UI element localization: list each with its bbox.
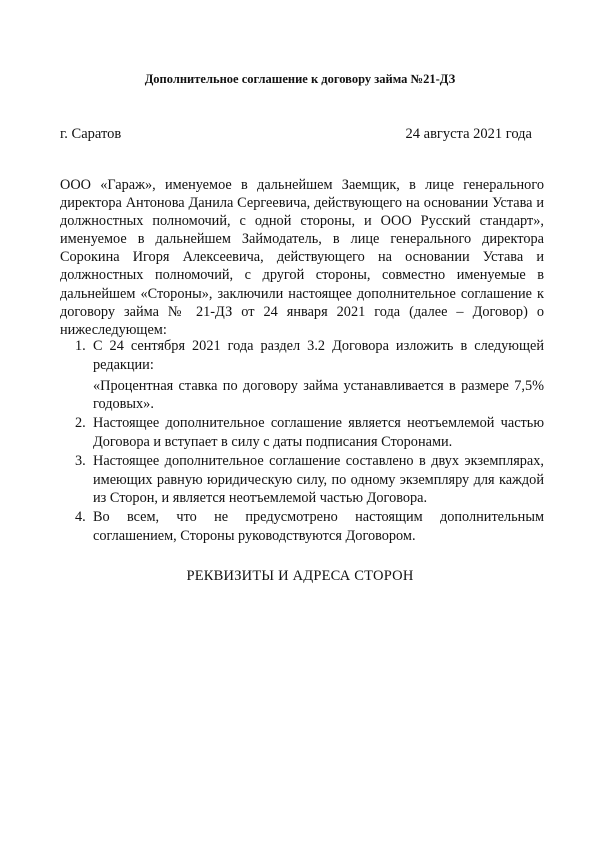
term-text: С 24 сентября 2021 года раздел 3.2 Договора изложить в следующей редакции:	[93, 338, 544, 373]
term-text: Во всем, что не предусмотрено настоящим дополнительным соглашением, Стороны руководствуются Договором.	[93, 509, 544, 544]
term-number: 3.	[75, 452, 86, 469]
term-text: Настоящее дополнительное соглашение является неотъемлемой частью Договора и вступает в силу с даты подписания Сторонами.	[93, 415, 544, 450]
term-number: 1.	[75, 338, 86, 354]
document-title: Дополнительное соглашение к договору займа №21-ДЗ	[144, 72, 456, 86]
preamble-paragraph: ООО «Гараж», именуемое в дальнейшем Заемщик, в лице генерального директора Антонова Данила Сергеевича, действующего на основании Устава и должностных полномочий, с одной стороны, и ООО Русский стандарт», именуемое в дальнейшем Займодатель, в лице генерального директора Сорокина Игоря Алексеевича, действующего на основании Устава и должностных полномочий, с другой стороны, совместно именуемые в дальнейшем «Стороны», заключили настоящее дополнительное соглашение к договору займа № 21-ДЗ от 24 января 2021 года (далее – Договор) о нижеследующем:	[60, 177, 544, 338]
term-number: 4.	[75, 509, 86, 526]
term-number: 2.	[75, 415, 86, 432]
section-heading-requisites: РЕКВИЗИТЫ И АДРЕСА СТОРОН	[186, 568, 414, 584]
term-text: Настоящее дополнительное соглашение составлено в двух экземплярах, имеющих равную юридическую силу, по одному экземпляру для каждой из Сторон, и является неотъемлемой частью Договора.	[93, 452, 544, 507]
term-item-1	[60, 337, 544, 414]
document-date: 24 августа 2021 года	[405, 126, 532, 142]
term-item-2	[60, 414, 544, 452]
document-place: г. Саратов	[60, 126, 122, 142]
term-item-4	[60, 508, 544, 546]
terms-list	[60, 337, 544, 546]
term-item-3	[60, 452, 544, 508]
term-quote: «Процентная ставка по договору займа устанавливается в размере 7,5% годовых».	[93, 377, 544, 413]
